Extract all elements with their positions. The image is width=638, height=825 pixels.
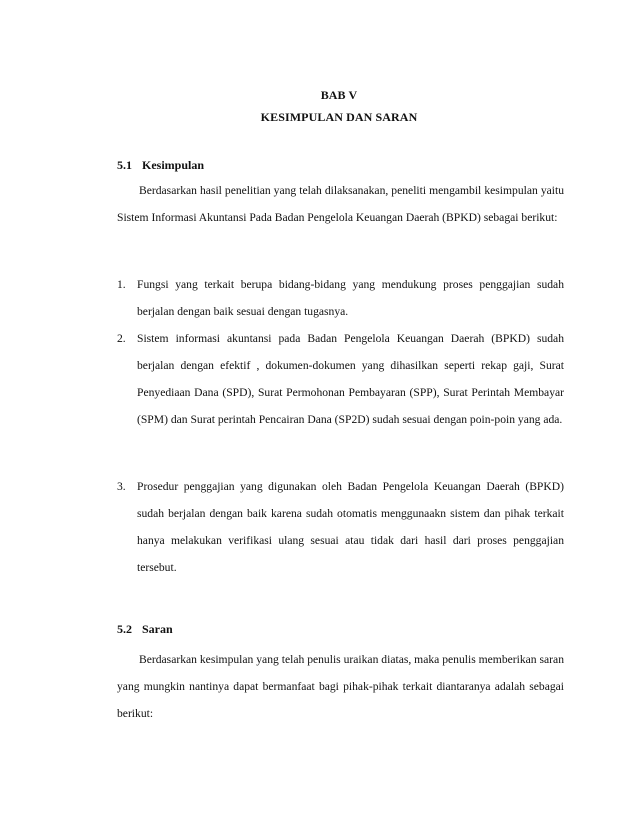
chapter-label: BAB V bbox=[320, 88, 358, 102]
list-item-text: Prosedur penggajian yang digunakan oleh Badan Pengelola Keuangan Daerah (BPKD) sudah berjalan dengan baik karena sudah otomatis menggunaakn sistem dan pihak terkait hanya melakukan verifikasi ulang sesuai atau tidak dari hasil dari proses penggajian tersebut. bbox=[137, 480, 564, 574]
list-marker: 2. bbox=[117, 332, 126, 345]
list-item-text: Fungsi yang terkait berupa bidang-bidang yang mendukung proses penggajian sudah berjalan dengan baik sesuai dengan tugasnya. bbox=[137, 278, 564, 318]
list-item bbox=[117, 271, 564, 325]
section-number: 5.2 bbox=[117, 622, 132, 636]
section-title: Kesimpulan bbox=[142, 158, 205, 172]
list-item bbox=[117, 325, 564, 433]
list-item bbox=[117, 473, 564, 581]
section-title: Saran bbox=[142, 622, 173, 636]
list-marker: 1. bbox=[117, 278, 126, 291]
section-heading-suggestion bbox=[117, 622, 173, 637]
conclusion-intro-paragraph: Berdasarkan hasil penelitian yang telah dilaksanakan, peneliti mengambil kesimpulan yaitu Sistem Informasi Akuntansi Pada Badan Pengelola Keuangan Daerah (BPKD) sebagai berikut: bbox=[117, 184, 564, 224]
list-marker: 3. bbox=[117, 480, 126, 493]
section-number: 5.1 bbox=[117, 158, 132, 172]
suggestion-intro-paragraph: Berdasarkan kesimpulan yang telah penulis uraikan diatas, maka penulis memberikan saran yang mungkin nantinya dapat bermanfaat bagi pihak-pihak terkait diantaranya adalah sebagai berikut: bbox=[117, 653, 564, 720]
list-item-text: Sistem informasi akuntansi pada Badan Pengelola Keuangan Daerah (BPKD) sudah berjalan dengan efektif , dokumen-dokumen yang dihasilkan seperti rekap gaji, Surat Penyediaan Dana (SPD), Surat Permohonan Pembayaran (SPP), Surat Perintah Membayar (SPM) dan Surat perintah Pencairan Dana (SP2D) sudah sesuai dengan poin-poin yang ada. bbox=[137, 332, 564, 426]
chapter-title: KESIMPULAN DAN SARAN bbox=[260, 110, 418, 124]
section-heading-conclusion bbox=[117, 158, 204, 173]
